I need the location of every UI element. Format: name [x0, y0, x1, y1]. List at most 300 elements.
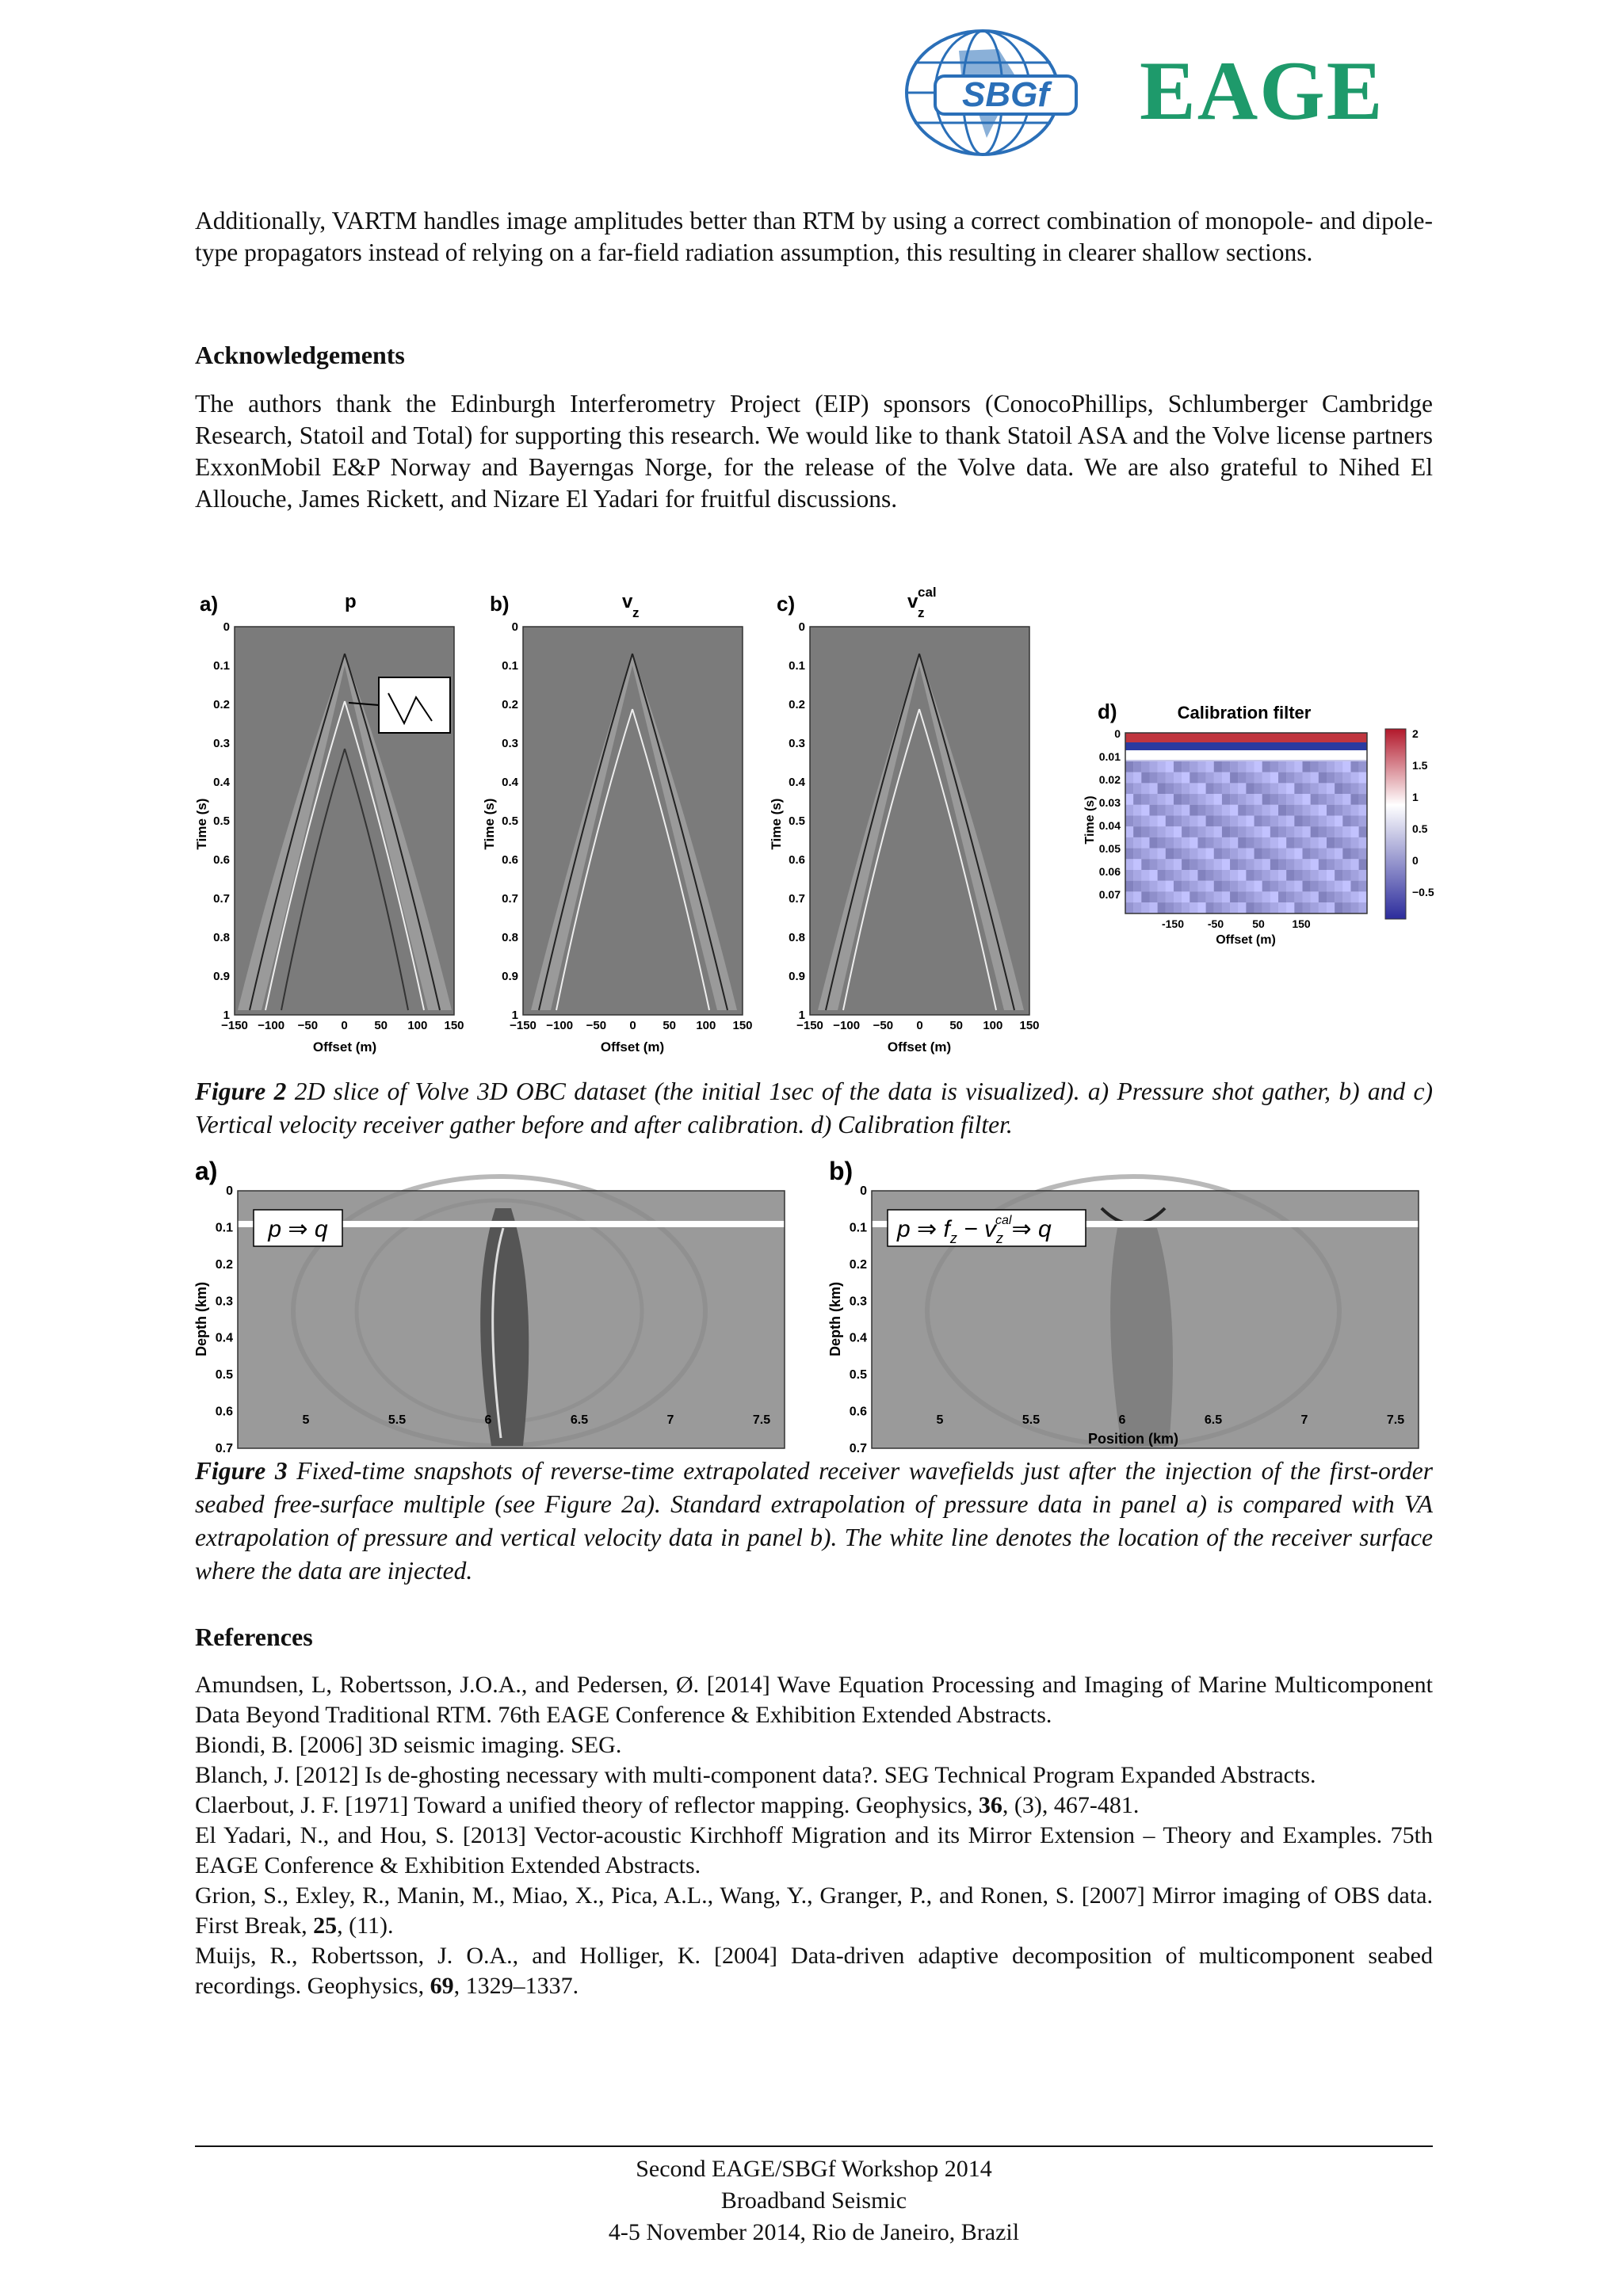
heatmap-cell [1230, 891, 1238, 902]
heatmap-cell [1238, 772, 1246, 784]
heatmap-cell [1182, 902, 1190, 913]
heatmap-cell [1197, 891, 1205, 902]
offset-tick: 100 [983, 1019, 1003, 1032]
heatmap-cell [1238, 794, 1246, 805]
heatmap-cell [1222, 837, 1230, 849]
time-tick: 0.2 [213, 698, 230, 711]
heatmap-cell [1214, 783, 1222, 794]
heatmap-cell [1125, 891, 1133, 902]
time-tick: 0.5 [502, 814, 518, 828]
time-tick: 0.3 [502, 737, 518, 750]
heatmap-cell [1286, 794, 1294, 805]
offset-tick: 50 [663, 1019, 677, 1032]
heatmap-cell [1327, 761, 1335, 772]
offset-tick: -50 [1207, 917, 1224, 930]
heatmap-cell [1319, 870, 1327, 881]
heatmap-cell [1246, 870, 1254, 881]
heatmap-cell [1197, 826, 1205, 837]
reference-item: Grion, S., Exley, R., Manin, M., Miao, X., Pica, A.L., Wang, Y., Granger, P., and Ronen, S. [2007] Mirror imaging of OBS data. First Break, 25, (11). [195, 1882, 1433, 1939]
heatmap-cell [1133, 772, 1141, 784]
heatmap-cell [1350, 826, 1358, 837]
heatmap-cell [1342, 870, 1350, 881]
heatmap-cell [1166, 870, 1174, 881]
depth-tick: 0.4 [215, 1331, 233, 1345]
heatmap-cell [1206, 837, 1214, 849]
heatmap-cell [1214, 849, 1222, 860]
colorbar-tick: 1.5 [1412, 759, 1428, 772]
heatmap-cell [1222, 772, 1230, 784]
heatmap-cell [1141, 849, 1149, 860]
depth-tick: 0 [226, 1184, 233, 1198]
references-list [195, 1670, 1433, 2001]
heatmap-cell [1158, 902, 1166, 913]
offset-tick: 0 [916, 1019, 923, 1032]
heatmap-cell [1246, 772, 1254, 784]
offset-tick: −100 [258, 1019, 285, 1032]
heatmap-cell [1270, 826, 1278, 837]
heatmap-cell [1303, 859, 1311, 870]
heatmap-cell [1342, 902, 1350, 913]
heatmap-cell [1190, 761, 1197, 772]
heatmap-cell [1149, 891, 1157, 902]
heatmap-cell [1214, 870, 1222, 881]
heatmap-cell [1230, 859, 1238, 870]
panel-d-title: Calibration filter [1177, 703, 1312, 723]
heatmap-cell [1174, 826, 1182, 837]
reference-item: Blanch, J. [2012] Is de-ghosting necessary with multi-component data?. SEG Technical Program Expanded Abstracts. [195, 1762, 1316, 1788]
heatmap-cell [1294, 902, 1302, 913]
heatmap-cell [1278, 772, 1286, 784]
heatmap-cell [1335, 859, 1342, 870]
heatmap-cell [1303, 794, 1311, 805]
heatmap-cell [1294, 826, 1302, 837]
heatmap-cell [1254, 783, 1262, 794]
time-tick: 0.1 [502, 659, 518, 673]
heatmap-cell [1350, 805, 1358, 816]
heatmap-cell [1190, 794, 1197, 805]
heatmap-cell [1262, 837, 1270, 849]
offset-tick: −50 [586, 1019, 607, 1032]
heatmap-cell [1342, 761, 1350, 772]
heatmap-cell [1141, 783, 1149, 794]
heatmap-cell [1359, 772, 1367, 784]
heatmap-cell [1246, 761, 1254, 772]
fig3-panel-a-depth-label: Depth (km) [193, 1282, 209, 1356]
time-tick: 0.8 [789, 931, 805, 944]
position-tick: 7 [666, 1413, 674, 1427]
heatmap-cell [1141, 772, 1149, 784]
heatmap-cell [1342, 794, 1350, 805]
heatmap-cell [1311, 794, 1319, 805]
position-tick: 6 [484, 1413, 492, 1427]
heatmap-cell [1141, 805, 1149, 816]
heatmap-cell [1141, 761, 1149, 772]
offset-tick: 50 [949, 1019, 964, 1032]
heatmap-cell [1342, 826, 1350, 837]
heatmap-cell [1125, 761, 1133, 772]
heatmap-cell [1254, 891, 1262, 902]
heatmap-cell [1311, 761, 1319, 772]
heatmap-cell [1254, 794, 1262, 805]
heatmap-cell [1158, 891, 1166, 902]
heatmap-cell [1174, 761, 1182, 772]
time-tick: 0 [798, 620, 805, 634]
time-tick: 0.6 [789, 853, 805, 867]
heatmap-cell [1125, 772, 1133, 784]
heatmap-cell [1254, 816, 1262, 827]
heatmap-cell [1182, 783, 1190, 794]
heatmap-cell [1158, 772, 1166, 784]
fig3-panel-a-letter: a) [195, 1157, 218, 1185]
heatmap-cell [1182, 826, 1190, 837]
depth-tick: 0.1 [849, 1221, 867, 1235]
heatmap-cell [1214, 891, 1222, 902]
heatmap-cell [1294, 794, 1302, 805]
heatmap-cell [1125, 859, 1133, 870]
heatmap-cell [1149, 816, 1157, 827]
heatmap-cell [1294, 870, 1302, 881]
time-tick: 0.01 [1098, 750, 1121, 763]
heatmap-cell [1174, 794, 1182, 805]
heatmap-cell [1278, 891, 1286, 902]
heatmap-cell [1158, 783, 1166, 794]
heatmap-cell [1335, 761, 1342, 772]
heatmap-cell [1350, 816, 1358, 827]
time-tick: 0.9 [213, 970, 230, 983]
time-tick: 0.02 [1098, 773, 1121, 786]
heatmap-cell [1335, 870, 1342, 881]
footer-line-2: Broadband Seismic [720, 2187, 907, 2214]
heatmap-cell [1246, 881, 1254, 892]
heatmap-cell [1166, 805, 1174, 816]
position-tick: 6.5 [570, 1413, 589, 1427]
heatmap-cell [1166, 794, 1174, 805]
heatmap-cell [1230, 783, 1238, 794]
position-tick: 5.5 [1022, 1413, 1041, 1427]
heatmap-cell [1350, 870, 1358, 881]
heatmap-cell [1133, 881, 1141, 892]
heatmap-cell [1335, 837, 1342, 849]
panel-b [490, 591, 743, 1015]
heatmap-cell [1197, 870, 1205, 881]
heatmap-cell [1303, 849, 1311, 860]
heatmap-cell [1350, 761, 1358, 772]
reference-item: Amundsen, L, Robertsson, J.O.A., and Pedersen, Ø. [2014] Wave Equation Processing and Imaging of Marine Multicomponent Data Beyond Traditional RTM. 76th EAGE Conference & Exhibition Extended Abstracts. [195, 1672, 1433, 1728]
heatmap-cell [1278, 805, 1286, 816]
heatmap-cell [1230, 849, 1238, 860]
acknowledgements-text: The authors thank the Edinburgh Interferometry Project (EIP) sponsors (ConocoPhillips, Schlumberger Cambridge Research, Statoil and Total) for supporting this research. We would like to thank Statoil ASA and the Volve license partners ExxonMobil E&P Norway and Bayerngas Norge, for the release of the Volve data. We are also grateful to Nihed El Allouche, James Rickett, and Nizare El Yadari for fruitful discussions. [195, 390, 1433, 513]
heatmap-cell [1141, 826, 1149, 837]
heatmap-cell [1158, 805, 1166, 816]
heatmap-cell [1335, 794, 1342, 805]
sbgf-logo [903, 27, 1117, 158]
heatmap-cell [1319, 826, 1327, 837]
heatmap-cell [1319, 881, 1327, 892]
heatmap-cell [1359, 837, 1367, 849]
heatmap-cell [1149, 849, 1157, 860]
heatmap-cell [1190, 826, 1197, 837]
heatmap-cell [1319, 816, 1327, 827]
heatmap-cell [1246, 816, 1254, 827]
heatmap-cell [1254, 826, 1262, 837]
offset-tick: −100 [546, 1019, 574, 1032]
depth-tick: 0.6 [849, 1405, 867, 1419]
heatmap-cell [1174, 881, 1182, 892]
heatmap-cell [1278, 849, 1286, 860]
heatmap-cell [1206, 805, 1214, 816]
position-tick: 7 [1300, 1413, 1308, 1427]
footer-line-3: 4-5 November 2014, Rio de Janeiro, Brazil [608, 2219, 1020, 2245]
panel-c-title-sup: cal [918, 585, 937, 600]
heatmap-cell [1294, 881, 1302, 892]
offset-tick: 100 [407, 1019, 428, 1032]
time-tick: 0.4 [502, 776, 518, 789]
panel-d [1083, 700, 1434, 947]
heatmap-cell [1133, 816, 1141, 827]
panel-d-offset-ticks [1162, 917, 1311, 930]
heatmap-cell [1262, 783, 1270, 794]
heatmap-cell [1158, 859, 1166, 870]
heatmap-cell [1133, 826, 1141, 837]
heatmap-cell [1270, 902, 1278, 913]
heatmap-cell [1246, 849, 1254, 860]
heatmap-cell [1158, 816, 1166, 827]
heatmap-cell [1230, 902, 1238, 913]
depth-tick: 0.5 [849, 1368, 867, 1383]
fig3-panel-b [829, 1157, 1419, 1448]
heatmap-cell [1246, 891, 1254, 902]
time-tick: 0.9 [789, 970, 805, 983]
heatmap-cell [1133, 794, 1141, 805]
panel-b-title: v [622, 591, 633, 612]
heatmap-cell [1350, 859, 1358, 870]
heatmap-cell [1311, 816, 1319, 827]
heatmap-cell [1197, 805, 1205, 816]
heatmap-cell [1319, 849, 1327, 860]
time-tick: 0.6 [502, 853, 518, 867]
heatmap-cell [1222, 870, 1230, 881]
heatmap-cell [1238, 816, 1246, 827]
heatmap-cell [1125, 826, 1133, 837]
heatmap-cell [1294, 761, 1302, 772]
offset-tick: 0 [341, 1019, 348, 1032]
colorbar-tick: 2 [1412, 727, 1419, 740]
heatmap-cell [1149, 826, 1157, 837]
heatmap-cell [1158, 870, 1166, 881]
heatmap-cell [1230, 772, 1238, 784]
heatmap-cell [1133, 859, 1141, 870]
heatmap-cell [1149, 805, 1157, 816]
heatmap-cell [1303, 902, 1311, 913]
heatmap-cell [1206, 761, 1214, 772]
heatmap-cell [1350, 794, 1358, 805]
heatmap-cell [1206, 859, 1214, 870]
time-tick: 0.05 [1098, 842, 1121, 855]
offset-tick: −50 [873, 1019, 894, 1032]
figure-3-caption [195, 1455, 1433, 1588]
heatmap-cell [1222, 849, 1230, 860]
heatmap-cell [1342, 816, 1350, 827]
heatmap-cell [1303, 891, 1311, 902]
heatmap-cell [1342, 859, 1350, 870]
position-tick: 6.5 [1204, 1413, 1223, 1427]
heatmap-cell [1141, 859, 1149, 870]
heatmap-cell [1166, 826, 1174, 837]
time-tick: 0.8 [213, 931, 230, 944]
heatmap-cell [1294, 837, 1302, 849]
heatmap-cell [1158, 794, 1166, 805]
heatmap-cell [1359, 816, 1367, 827]
heatmap-cell [1149, 881, 1157, 892]
panel-d-time-ticks [1099, 727, 1121, 901]
panel-c-letter: c) [777, 592, 796, 616]
time-tick: 0.1 [789, 659, 805, 673]
heatmap-cell [1262, 794, 1270, 805]
heatmap-cell [1350, 891, 1358, 902]
fig3-position-label: Position (km) [1087, 1431, 1179, 1447]
heatmap-cell [1311, 772, 1319, 784]
references-heading: References [195, 1623, 313, 1651]
heatmap-cell [1270, 881, 1278, 892]
heatmap-cell [1254, 805, 1262, 816]
heatmap-cell [1319, 805, 1327, 816]
heatmap-cell [1311, 891, 1319, 902]
heatmap-cell [1166, 772, 1174, 784]
heatmap-cell [1190, 849, 1197, 860]
depth-tick: 0.7 [215, 1442, 233, 1455]
heatmap-cell [1342, 772, 1350, 784]
offset-tick: −100 [833, 1019, 861, 1032]
heatmap-cell [1335, 902, 1342, 913]
heatmap-cell [1319, 772, 1327, 784]
heatmap-cell [1125, 849, 1133, 860]
heatmap-cell [1125, 870, 1133, 881]
heatmap-cell [1133, 837, 1141, 849]
heatmap-cell [1197, 816, 1205, 827]
panel-b-letter: b) [490, 592, 510, 616]
depth-tick: 0.2 [849, 1257, 867, 1272]
heatmap-cell [1262, 902, 1270, 913]
panel-a [200, 591, 454, 1015]
heatmap-cell [1270, 870, 1278, 881]
heatmap-cell [1311, 849, 1319, 860]
heatmap-cell [1214, 805, 1222, 816]
heatmap-cell [1125, 837, 1133, 849]
heatmap-cell [1238, 826, 1246, 837]
heatmap-cell [1335, 783, 1342, 794]
heatmap-cell [1182, 805, 1190, 816]
heatmap-cell [1166, 837, 1174, 849]
heatmap-cell [1190, 891, 1197, 902]
time-tick: 0.7 [213, 892, 230, 906]
heatmap-cell [1278, 794, 1286, 805]
time-tick: 0.8 [502, 931, 518, 944]
time-tick: 0.6 [213, 853, 230, 867]
heatmap-cell [1286, 783, 1294, 794]
offset-tick: 0 [629, 1019, 636, 1032]
heatmap-cell [1327, 805, 1335, 816]
heatmap-cell [1197, 881, 1205, 892]
heatmap-cell [1319, 891, 1327, 902]
heatmap-cell [1262, 816, 1270, 827]
heatmap-cell [1262, 849, 1270, 860]
heatmap-cell [1230, 794, 1238, 805]
heatmap-cell [1133, 870, 1141, 881]
footer-line-1: Second EAGE/SBGf Workshop 2014 [636, 2156, 992, 2182]
time-tick: 0.2 [502, 698, 518, 711]
heatmap-cell [1222, 902, 1230, 913]
heatmap-cell [1222, 794, 1230, 805]
heatmap-cell [1246, 783, 1254, 794]
heatmap-cell [1197, 902, 1205, 913]
heatmap-cell [1230, 805, 1238, 816]
heatmap-cell [1278, 837, 1286, 849]
heatmap-cell [1222, 891, 1230, 902]
heatmap-cell [1222, 881, 1230, 892]
heatmap-cell [1149, 783, 1157, 794]
heatmap-cell [1311, 902, 1319, 913]
heatmap-cell [1141, 794, 1149, 805]
heatmap-cell [1335, 816, 1342, 827]
time-tick: 0.03 [1098, 796, 1121, 809]
heatmap-cell [1270, 805, 1278, 816]
heatmap-cell [1190, 902, 1197, 913]
heatmap-cell [1238, 870, 1246, 881]
heatmap-cell [1270, 783, 1278, 794]
heatmap-cell [1206, 783, 1214, 794]
heatmap-cell [1230, 761, 1238, 772]
heatmap-cell [1158, 826, 1166, 837]
heatmap-cell [1197, 849, 1205, 860]
time-tick: 0.2 [789, 698, 805, 711]
heatmap-cell [1222, 783, 1230, 794]
depth-tick: 0.3 [215, 1295, 233, 1309]
position-tick: 5 [936, 1413, 944, 1427]
heatmap-cell [1350, 849, 1358, 860]
heatmap-cell [1214, 826, 1222, 837]
heatmap-cell [1141, 816, 1149, 827]
panel-a-title: p [345, 591, 357, 612]
heatmap-cell [1141, 891, 1149, 902]
heatmap-cell [1149, 772, 1157, 784]
heatmap-cell [1359, 794, 1367, 805]
heatmap-cell [1222, 826, 1230, 837]
heatmap-cell [1182, 870, 1190, 881]
heatmap-cell [1286, 870, 1294, 881]
heatmap-cell [1133, 805, 1141, 816]
time-tick: 0.3 [213, 737, 230, 750]
heatmap-cell [1359, 805, 1367, 816]
heatmap-cell [1133, 849, 1141, 860]
heatmap-cell [1174, 783, 1182, 794]
fig3-panel-a-formula: p ⇒ q [268, 1216, 328, 1242]
heatmap-cell [1294, 805, 1302, 816]
heatmap-cell [1238, 837, 1246, 849]
time-tick: 0.04 [1098, 819, 1121, 832]
heatmap-cell [1246, 902, 1254, 913]
colorbar-tick: 0.5 [1412, 822, 1428, 835]
heatmap-cell [1166, 816, 1174, 827]
reference-item: Muijs, R., Robertsson, J. O.A., and Holliger, K. [2004] Data-driven adaptive decomposition of multicomponent seabed recordings. Geophysics, 69, 1329–1337. [195, 1943, 1433, 1999]
heatmap-cell [1327, 891, 1335, 902]
heatmap-cell [1214, 794, 1222, 805]
heatmap-cell [1342, 783, 1350, 794]
heatmap-cell [1182, 794, 1190, 805]
time-tick: 0.07 [1098, 888, 1121, 901]
depth-tick: 0.6 [215, 1405, 233, 1419]
heatmap-cell [1278, 761, 1286, 772]
heatmap-cell [1206, 826, 1214, 837]
